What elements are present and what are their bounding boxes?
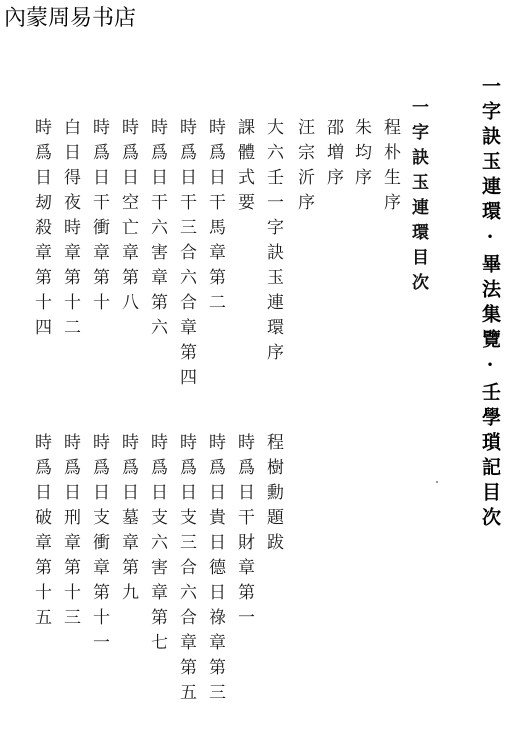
toc-entry: 時爲日支六害章第七 (147, 433, 167, 658)
toc-entry: 時爲日支衝章第十一 (89, 433, 109, 658)
toc-entry: 時爲日干衝章第十 (89, 118, 109, 318)
toc-entry: 邵増序 (323, 118, 343, 193)
book-title: 一字訣玉連環·畢法集覽·壬學瑣記目次 (479, 76, 501, 532)
toc-entry: 時爲日刑章第十三 (60, 433, 80, 633)
toc-entry: 程樹勳題跋 (263, 433, 283, 558)
toc-entry: 時爲日干馬章第二 (205, 118, 225, 318)
toc-entry: 汪宗沂序 (294, 118, 314, 218)
toc-entry: 時爲日墓章第九 (118, 433, 138, 608)
toc-heading: 一字訣玉連環目次 (408, 98, 428, 298)
toc-entry: 程朴生序 (380, 118, 400, 218)
watermark-text: 內蒙周易书店 (4, 6, 137, 31)
toc-entry: 時爲日干三合六合章第四 (176, 118, 196, 393)
toc-entry: 時爲日支三合六合章第五 (176, 433, 196, 708)
toc-entry: 大六壬一字訣玉連環序 (263, 118, 283, 368)
toc-entry: 時爲日空亡章第八 (118, 118, 138, 318)
toc-entry: 時爲日干六害章第六 (147, 118, 167, 343)
toc-entry: 時爲日貴日德日祿章第三 (205, 433, 225, 708)
toc-entry: 白日得夜時章第十二 (60, 118, 80, 343)
toc-entry: 時爲日破章第十五 (31, 433, 51, 633)
toc-entry: 時爲日刼殺章第十四 (31, 118, 51, 343)
toc-entry: 時爲日干財章第一 (234, 433, 254, 633)
print-speck (436, 481, 438, 483)
toc-entry: 課體式要 (234, 118, 254, 218)
toc-entry: 朱均序 (351, 118, 371, 193)
